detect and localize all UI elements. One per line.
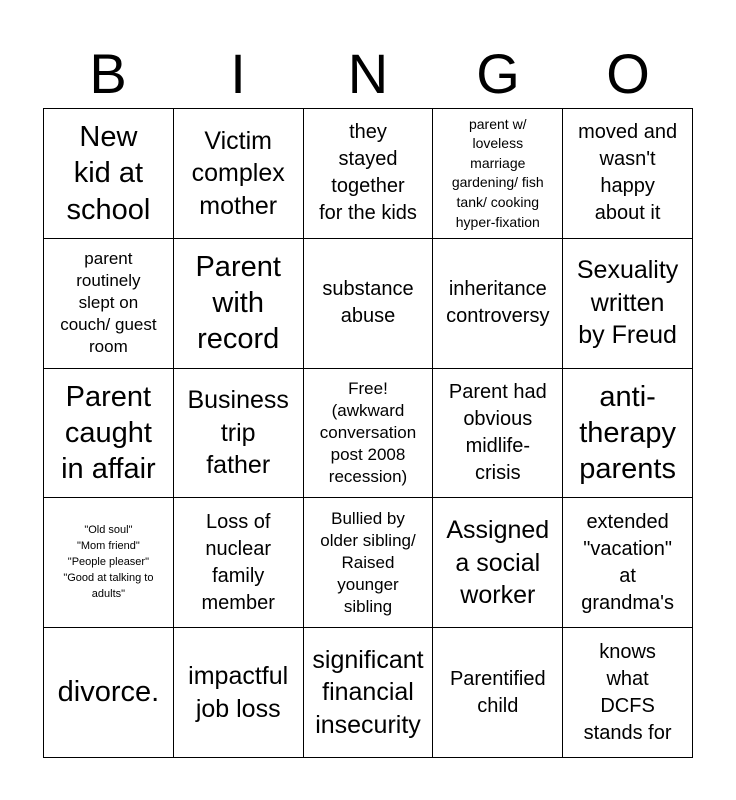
- bingo-cell[interactable]: inheritance controversy: [433, 239, 563, 369]
- bingo-cell[interactable]: "Old soul" "Mom friend" "People pleaser" "Good at talking to adults": [44, 498, 174, 628]
- bingo-cell[interactable]: Loss of nuclear family member: [174, 498, 304, 628]
- bingo-cell[interactable]: they stayed together for the kids: [304, 109, 434, 239]
- bingo-header: [43, 40, 693, 108]
- bingo-cell[interactable]: New kid at school: [44, 109, 174, 239]
- header-letter-b: B: [89, 42, 127, 105]
- bingo-cell[interactable]: Sexuality written by Freud: [563, 239, 693, 369]
- bingo-cell[interactable]: extended "vacation" at grandma's: [563, 498, 693, 628]
- bingo-cell[interactable]: Parent had obvious midlife- crisis: [433, 369, 563, 499]
- bingo-cell[interactable]: Parent caught in affair: [44, 369, 174, 499]
- bingo-cell[interactable]: Parent with record: [174, 239, 304, 369]
- bingo-cell[interactable]: knows what DCFS stands for: [563, 628, 693, 758]
- bingo-cell[interactable]: significant financial insecurity: [304, 628, 434, 758]
- bingo-cell[interactable]: Bullied by older sibling/ Raised younger sibling: [304, 498, 434, 628]
- bingo-cell[interactable]: Business trip father: [174, 369, 304, 499]
- bingo-cell[interactable]: Parentified child: [433, 628, 563, 758]
- bingo-cell[interactable]: Assigned a social worker: [433, 498, 563, 628]
- bingo-grid: [43, 108, 693, 758]
- bingo-cell[interactable]: substance abuse: [304, 239, 434, 369]
- bingo-cell[interactable]: parent routinely slept on couch/ guest room: [44, 239, 174, 369]
- bingo-cell[interactable]: Free! (awkward conversation post 2008 recession): [304, 369, 434, 499]
- bingo-cell[interactable]: anti- therapy parents: [563, 369, 693, 499]
- header-letter-g: G: [476, 42, 520, 105]
- header-letter-i: I: [230, 42, 246, 105]
- bingo-cell[interactable]: moved and wasn't happy about it: [563, 109, 693, 239]
- bingo-cell[interactable]: Victim complex mother: [174, 109, 304, 239]
- header-letter-o: O: [606, 42, 650, 105]
- bingo-cell[interactable]: divorce.: [44, 628, 174, 758]
- bingo-cell[interactable]: parent w/ loveless marriage gardening/ fish tank/ cooking hyper-fixation: [433, 109, 563, 239]
- bingo-cell[interactable]: impactful job loss: [174, 628, 304, 758]
- header-letter-n: N: [347, 42, 389, 105]
